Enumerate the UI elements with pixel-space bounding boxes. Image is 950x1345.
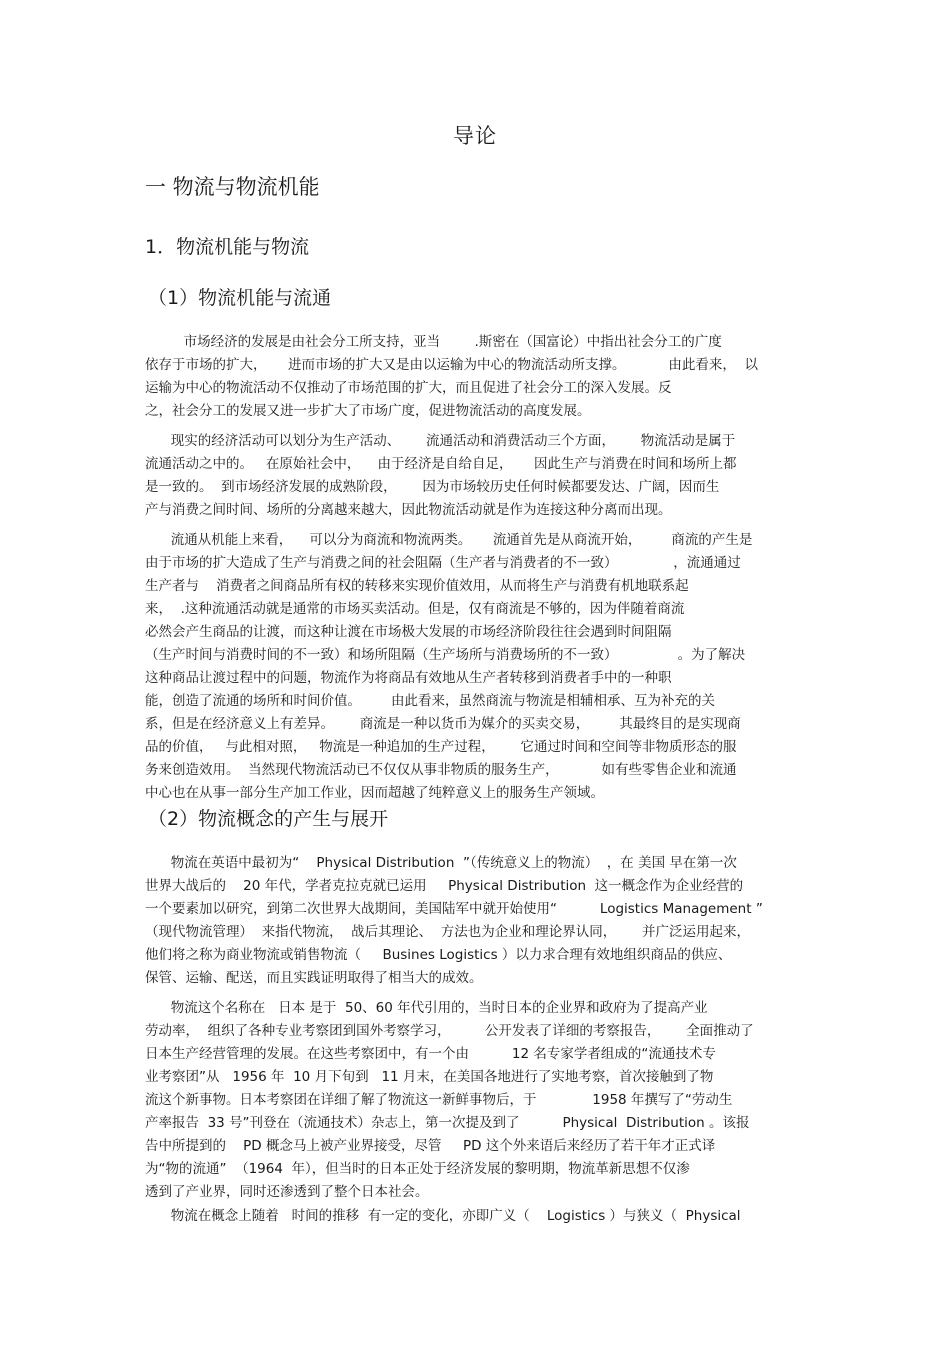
text-line: 业考察团”从 1956 年 10 月下旬到 11 月末，在美国各地进行了实地考察，首次接触到了物 bbox=[145, 1069, 714, 1085]
page-title: 导论 bbox=[453, 124, 497, 148]
text-line: 品的价值， 与此相对照， 物流是一种追加的生产过程， 它通过时间和空间等非物质形态的服 bbox=[145, 739, 737, 755]
text-line: 产与消费之间时间、场所的分离越来越大，因此物流活动就是作为连接这种分离而出现。 bbox=[145, 502, 672, 518]
text-line: 流通活动之中的。 在原始社会中， 由于经济是自给自足， 因此生产与消费在时间和场所上都 bbox=[145, 456, 737, 472]
text-line: 流通从机能上来看， 可以分为商流和物流两类。 流通首先是从商流开始， 商流的产生是 bbox=[145, 532, 753, 548]
text-line: 市场经济的发展是由社会分工所支持，亚当 .斯密在（国富论）中指出社会分工的广度 bbox=[145, 334, 722, 350]
text-line: 日本生产经营管理的发展。在这些考察团中，有一个由 12 名专家学者组成的“流通技术专 bbox=[145, 1046, 716, 1062]
section-heading: 1．物流机能与物流 bbox=[145, 236, 310, 258]
text-line: 之，社会分工的发展又进一步扩大了市场广度，促进物流活动的高度发展。 bbox=[145, 403, 591, 419]
paragraph-6 bbox=[145, 1205, 810, 1228]
text-line: 产率报告 33 号”刊登在（流通技术）杂志上，第一次提及到了 Physical Distribution 。该报 bbox=[145, 1115, 750, 1131]
text-line: 物流这个名称在 日本 是于 50、60 年代引用的，当时日本的企业界和政府为了提高产业 bbox=[145, 1000, 708, 1016]
text-line: 系，但是在经济意义上有差异。 商流是一种以货币为媒介的买卖交易， 其最终目的是实现商 bbox=[145, 716, 741, 732]
text-line: 告中所提到的 PD 概念马上被产业界接受，尽管 PD 这个外来语后来经历了若干年才正式译 bbox=[145, 1138, 716, 1154]
text-line: 他们将之称为商业物流或销售物流（ Busines Logistics ）以力求合理有效地组织商品的供应、 bbox=[145, 947, 732, 963]
subsection-heading-2: （2）物流概念的产生与展开 bbox=[148, 808, 389, 830]
text-line: 中心也在从事一部分生产加工作业，因而超越了纯粹意义上的服务生产领域。 bbox=[145, 785, 604, 801]
text-line: 保管、运输、配送，而且实践证明取得了相当大的成效。 bbox=[145, 970, 483, 986]
paragraph-1 bbox=[145, 331, 810, 423]
text-line: 能，创造了流通的场所和时间价值。 由此看来，虽然商流与物流是相辅相承、互为补充的关 bbox=[145, 693, 716, 709]
text-line: 劳动率， 组织了各种专业考察团到国外考察学习， 公开发表了详细的考察报告， 全面推动了 bbox=[145, 1023, 754, 1039]
text-line: （现代物流管理） 来指代物流， 战后其理论、 方法也为企业和理论界认同， 并广泛运用起来， bbox=[145, 924, 750, 940]
text-line: 一个要素加以研究，到第二次世界大战期间，美国陆军中就开始使用“ Logistics Management ” bbox=[145, 901, 763, 917]
text-line: 依存于市场的扩大， 进而市场的扩大又是由以运输为中心的物流活动所支撑。 由此看来， 以 bbox=[145, 357, 758, 373]
text-line: 为“物的流通” （1964 年），但当时的日本正处于经济发展的黎明期，物流革新思想不仅渗 bbox=[145, 1161, 690, 1177]
text-line: 必然会产生商品的让渡，而这种让渡在市场极大发展的市场经济阶段往往会遇到时间阻隔 bbox=[145, 624, 672, 640]
text-line: 物流在英语中最初为“ Physical Distribution ”（传统意义上的物流） ，在 美国 早在第一次 bbox=[145, 855, 737, 871]
text-line: 由于市场的扩大造成了生产与消费之间的社会阻隔（生产者与消费者的不一致） ，流通通过 bbox=[145, 555, 741, 571]
text-line: 世界大战后的 20 年代，学者克拉克就已运用 Physical Distribution 这一概念作为企业经营的 bbox=[145, 878, 744, 894]
text-line: 这种商品让渡过程中的问题，物流作为将商品有效地从生产者转移到消费者手中的一种职 bbox=[145, 670, 672, 686]
text-line: （生产时间与消费时间的不一致）和场所阻隔（生产场所与消费场所的不一致） 。为了解决 bbox=[145, 647, 746, 663]
text-line: 透到了产业界，同时还渗透到了整个日本社会。 bbox=[145, 1184, 429, 1200]
text-line: 运输为中心的物流活动不仅推动了市场范围的扩大，而且促进了社会分工的深入发展。反 bbox=[145, 380, 672, 396]
paragraph-5 bbox=[145, 997, 810, 1204]
text-line: 务来创造效用。 当然现代物流活动已不仅仅从事非物质的服务生产， 如有些零售企业和流通 bbox=[145, 762, 737, 778]
chapter-heading: 一 物流与物流机能 bbox=[145, 175, 320, 199]
paragraph-2 bbox=[145, 430, 810, 522]
text-line: 生产者与 消费者之间商品所有权的转移来实现价值效用，从而将生产与消费有机地联系起 bbox=[145, 578, 689, 594]
paragraph-4 bbox=[145, 852, 810, 990]
text-line: 流这个新事物。日本考察团在详细了解了物流这一新鲜事物后，于 1958 年撰写了“劳动生 bbox=[145, 1092, 733, 1108]
paragraph-3 bbox=[145, 529, 810, 805]
text-line: 来， .这种流通活动就是通常的市场买卖活动。但是，仅有商流是不够的，因为伴随着商流 bbox=[145, 601, 685, 617]
subsection-heading-1: （1）物流机能与流通 bbox=[148, 287, 332, 309]
text-line: 是一致的。 到市场经济发展的成熟阶段， 因为市场较历史任何时候都要发达、广阔，因而生 bbox=[145, 479, 720, 495]
text-line: 现实的经济活动可以划分为生产活动、 流通活动和消费活动三个方面， 物流活动是属于 bbox=[145, 433, 736, 449]
text-line: 物流在概念上随着 时间的推移 有一定的变化，亦即广义（ Logistics ）与狭义（ Physical bbox=[145, 1208, 741, 1224]
